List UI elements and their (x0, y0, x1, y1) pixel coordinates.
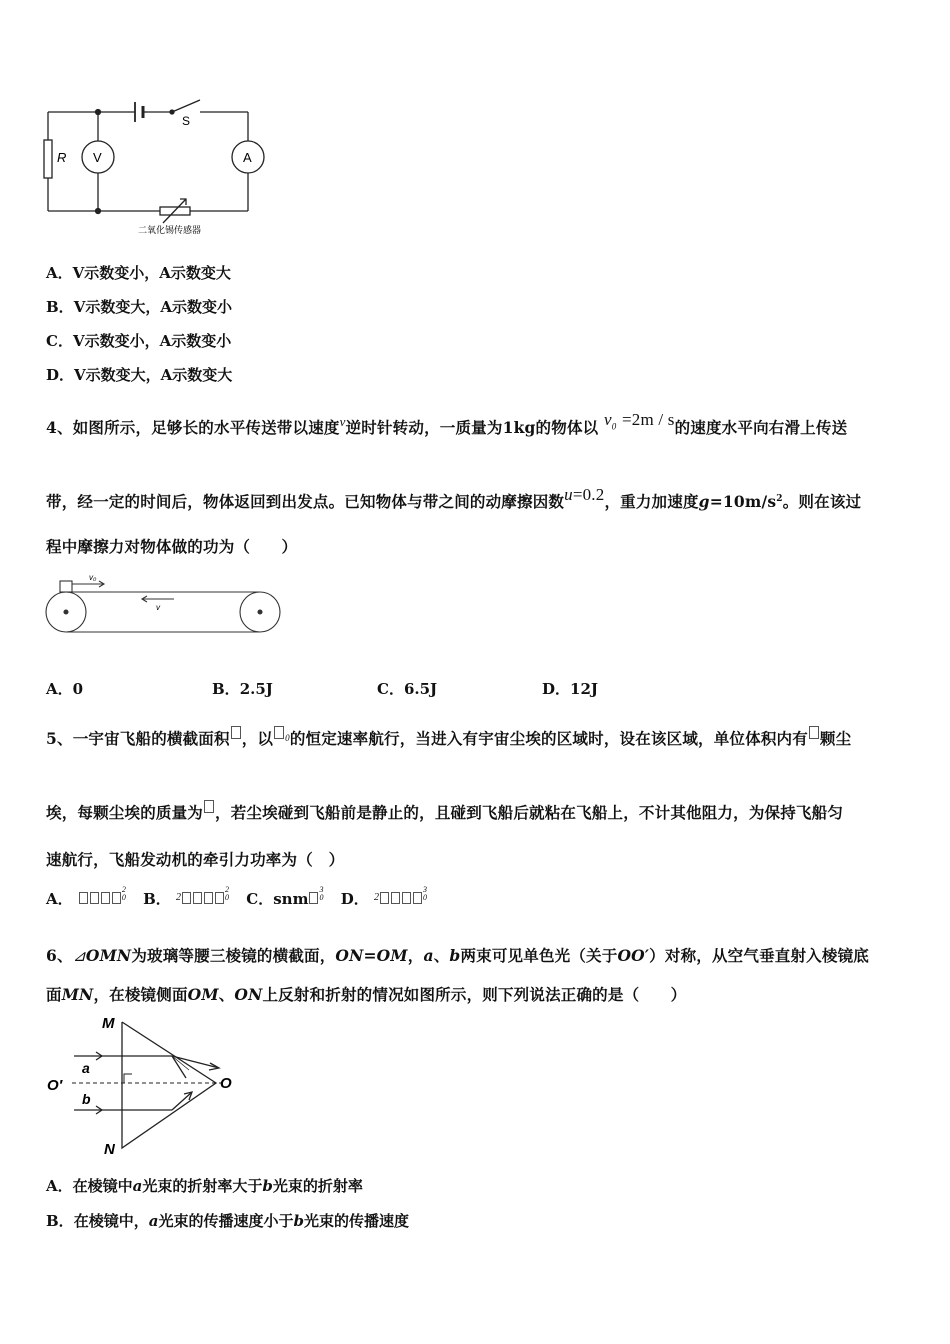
option-text: V示数变小，A示数变大 (72, 264, 231, 282)
missing-glyph-icon (809, 726, 819, 739)
q4-option-b[interactable]: B．2.5J (212, 680, 273, 698)
v-label: v (156, 603, 160, 612)
q5-options (46, 886, 427, 909)
q4-option-c[interactable]: C．6.5J (377, 680, 438, 698)
q5-option-a[interactable]: A． 2 0 (46, 885, 126, 908)
option-letter: C． (46, 332, 73, 350)
q3-option-b[interactable] (46, 296, 232, 317)
missing-glyph-icon (204, 800, 214, 813)
sensor-label: 二氧化锡传感器 (138, 226, 202, 236)
voltmeter-label: V (93, 150, 102, 165)
q4-line-1: 4、如图所示，足够长的水平传送带以速度$^v$逆时针转动，一质量为1kg的物体以 $v_0 =2m / s$的速度水平向右滑上传送 (46, 410, 848, 437)
q5-option-c[interactable]: C．snm3 0 (246, 885, 324, 908)
q6-option-b[interactable]: B．在棱镜中，a光束的传播速度小于b光束的传播速度 (46, 1212, 409, 1230)
q6-line-1: 6、⊿OMN为玻璃等腰三棱镜的横截面，ON=OM，a、b两束可见单色光（关于OO′）对称，从空气垂直射入棱镜底 (46, 946, 869, 965)
resistor-label: R (57, 150, 67, 165)
q5-line-3: 速航行，飞船发动机的牵引力功率为（ ） (46, 850, 345, 869)
v0-label: v₀ (89, 574, 97, 582)
q3-option-c[interactable] (46, 330, 231, 351)
label-b: b (82, 1091, 91, 1107)
option-letter: D． (46, 366, 75, 384)
q6-option-a[interactable]: A．在棱镜中a光束的折射率大于b光束的折射率 (46, 1177, 363, 1195)
q4-option-a[interactable]: A．0 (46, 680, 84, 698)
option-letter: B． (46, 298, 74, 316)
q4-line-3: 程中摩擦力对物体做的功为（ ） (46, 537, 298, 556)
option-text: V示数变小，A示数变小 (72, 332, 232, 350)
label-o-prime: O′ (47, 1077, 63, 1094)
label-o: O (220, 1075, 232, 1092)
missing-glyph-icon (274, 726, 284, 739)
option-text: V示数变大，A示数变小 (73, 298, 232, 316)
q5-option-d[interactable]: D． $^2$3 0 (340, 885, 427, 908)
label-m: M (102, 1015, 115, 1032)
option-text: V示数变大，A示数变大 (74, 366, 233, 384)
prism-diagram (44, 1010, 244, 1160)
q5-line-2: 埃，每颗尘埃的质量为 ，若尘埃碰到飞船前是静止的，且碰到飞船后就粘在飞船上，不计其他阻力，为保持飞船匀 (46, 800, 843, 823)
q3-option-a[interactable] (46, 262, 231, 283)
switch-label: S (182, 114, 191, 128)
q4-option-d[interactable]: D．12J (542, 680, 598, 698)
label-n: N (104, 1141, 115, 1158)
option-letter: A． (46, 264, 73, 282)
q3-option-d[interactable] (46, 364, 232, 385)
q4-line-2: 带，经一定的时间后，物体返回到出发点。已知物体与带之间的动摩擦因数u=0.2，重力加速度$g=10m/s^2$。则在该过 (46, 485, 862, 511)
circuit-diagram (40, 95, 270, 240)
q5-option-b[interactable]: B． $^2$2 0 (143, 885, 230, 908)
q5-line-1: 5、一宇宙飞船的横截面积 ，以 0的恒定速率航行，当进入有宇宙尘埃的区域时，设在该区域，单位体积内有 颗尘 (46, 726, 851, 749)
q6-line-2: 面MN，在棱镜侧面OM、ON上反射和折射的情况如图所示，则下列说法正确的是（ ） (46, 985, 687, 1004)
label-a: a (82, 1060, 90, 1076)
conveyor-diagram (42, 574, 287, 640)
ammeter-label: A (243, 150, 252, 165)
missing-glyph-icon (231, 726, 241, 739)
